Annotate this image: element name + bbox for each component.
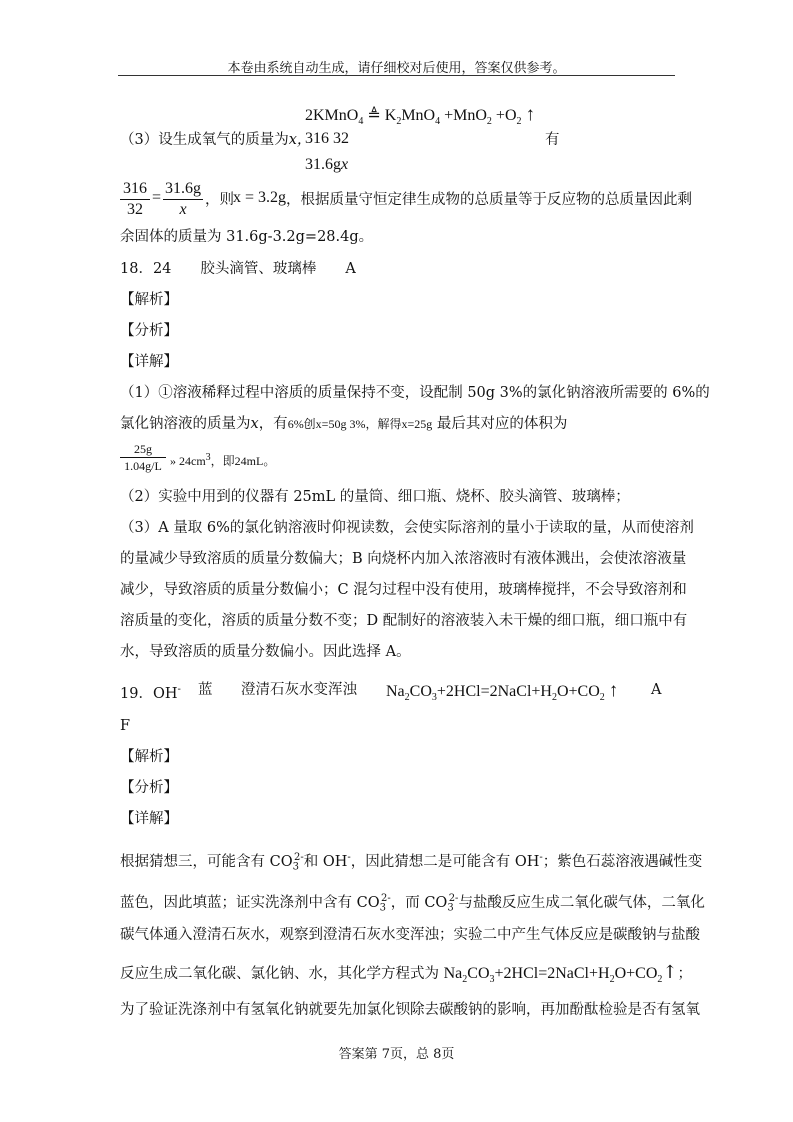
you-text: 有 xyxy=(545,132,560,148)
calc-then: ，则 xyxy=(205,192,234,208)
q19-para-line3: 碳气体通入澄清石灰水，观察到澄清石灰水变浑浊；实验二中产生气体反应是碳酸钠与盐酸 xyxy=(120,927,700,943)
q19-answer-f: F xyxy=(120,718,131,734)
volume-fraction: 25g 1.04g/L xyxy=(120,442,166,473)
q18-para3-line3: 减少，导致溶质的质量分数偏小；C 混匀过程中没有使用，玻璃棒搅拌，不会导致溶剂和 xyxy=(120,582,687,598)
q18-fenxi-heading: 【分析】 xyxy=(120,323,178,339)
ratio-equals: = xyxy=(152,189,162,206)
ratio-fraction-2: 31.6g x xyxy=(165,180,201,218)
q18-para3-line2: 的量减少导致溶质的质量分数偏大；B 向烧杯内加入浓溶液时有液体溅出，会使浓溶液量 xyxy=(120,551,687,567)
q19-para-line5: 为了验证洗涤剂中有氢氧化钠就要先加氯化钡除去碳酸钠的影响，再加酚酞检验是否有氢氧 xyxy=(120,1002,700,1018)
q18-answer: 18．24 胶头滴管、玻璃棒 A xyxy=(120,261,356,277)
q19-para-line4: 反应生成二氧化碳、氯化钠、水，其化学方程式为 $Na_2CO_3+2HCl=2NaCl+H_2O+CO_2↑$； xyxy=(120,962,692,986)
given-mass-row: 31.6gx xyxy=(305,156,349,173)
q19-answer-limewater: 澄清石灰水变浑浊 xyxy=(241,682,357,698)
q19-para-line2: 蓝色，因此填蓝；证实洗涤剂中含有 $CO_3^{2-}$，而 $CO_3^{2-}$与盐酸反应生成二氧化碳气体，二氧化 xyxy=(120,893,705,914)
q19-equation: $Na_2CO_3+2HCl=2NaCl+H_2O+CO_2$ ↑ xyxy=(386,680,619,704)
calc-text-2: 余固体的质量为 31.6g-3.2g=28.4g。 xyxy=(120,229,374,245)
q19-answer-a: A xyxy=(651,682,662,698)
calc-text-1: ，根据质量守恒定律生成物的总质量等于反应物的总质量因此剩 xyxy=(286,192,692,208)
q19-answer-blue: 蓝 xyxy=(198,682,213,698)
calc-result: x = 3.2g xyxy=(233,189,287,206)
page-footer: 答案第 7页，总 8页 xyxy=(338,1047,455,1062)
page-header: 本卷由系统自动生成，请仔细校对后使用，答案仅供参考。 xyxy=(227,61,566,76)
q18-jiexi-heading: 【解析】 xyxy=(120,292,178,308)
header-rule xyxy=(118,75,675,76)
q18-para3-line5: 水，导致溶质的质量分数偏小。因此选择 A。 xyxy=(120,644,411,660)
q18-xiangjie-heading: 【详解】 xyxy=(120,354,178,370)
q18-para1-line1: （1）①溶液稀释过程中溶质的质量保持不变，设配制 50g 3%的氯化钠溶液所需要的 6%的 xyxy=(120,385,710,401)
q18-para3-line4: 溶质量的变化，溶质的质量分数不变；D 配制好的溶液装入未干燥的细口瓶，细口瓶中有 xyxy=(120,613,688,629)
q18-para1-line2: 氯化钠溶液的质量为x，有6%创x=50g 3%，解得x=25g 最后其对应的体积为 xyxy=(120,416,568,432)
q19-xiangjie-heading: 【详解】 xyxy=(120,811,178,827)
q19-fenxi-heading: 【分析】 xyxy=(120,780,178,796)
q19-para-line1: 根据猜想三，可能含有 $CO_3^{2-}$和 OH-，因此猜想二是可能含有 OH-；紫色石蕊溶液遇碱性变 xyxy=(120,852,703,873)
q18-para2: （2）实验中用到的仪器有 25mL 的量筒、细口瓶、烧杯、胶头滴管、玻璃棒； xyxy=(120,489,630,505)
q19-jiexi-heading: 【解析】 xyxy=(120,749,178,765)
ratio-fraction-1: 316 32 xyxy=(120,180,150,219)
q18-para3-line1: （3）A 量取 6%的氯化钠溶液时仰视读数，会使实际溶剂的量小于读取的量，从而使溶剂 xyxy=(120,520,694,536)
q19-number: 19．OH- xyxy=(120,684,181,702)
decomposition-equation: 2KMnO$_4$ ≜ $K_2MnO_4 +MnO_2 +O_2$ ↑ xyxy=(305,104,535,128)
volume-result: » $24cm^3$，即24mL。 xyxy=(170,452,276,468)
q17-part3-label: （3）设生成氧气的质量为x， xyxy=(120,132,312,148)
molar-mass-row: 316 32 xyxy=(305,130,349,147)
